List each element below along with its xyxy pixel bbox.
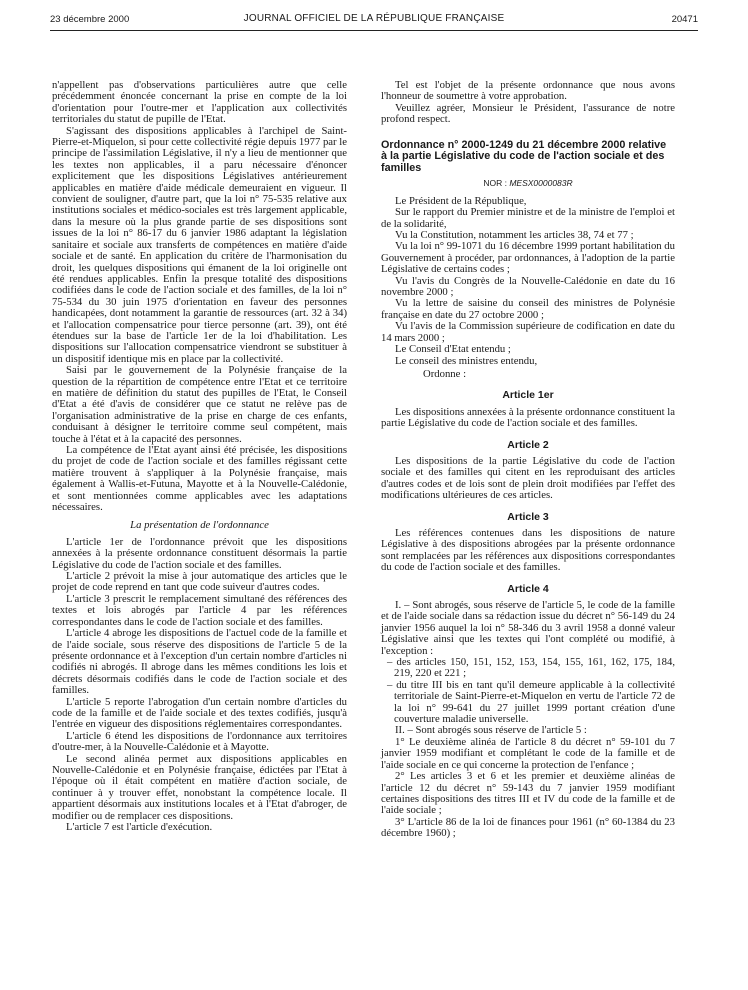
section-title: La présentation de l'ordonnance <box>130 519 269 532</box>
list-item: – du titre III bis en tant qu'il demeure applicable à la collectivité territoriale de Saint-Pierre-et-Miquelon en vertu de l'article 72 de la loi n° 99-641 du 27 juillet 1999 portant création d'une couverture maladie universelle. <box>387 678 675 726</box>
paragraph: n'appellent pas d'observations particulières autre que celle précédemment énoncée concernant la prise en compte de la loi d'orientation pour l'outre-mer et l'application aux collectivités territoriales du statut de pupille de l'Etat. <box>52 79 347 126</box>
header-page-number: 20471 <box>671 14 698 25</box>
article-text: Les dispositions de la partie Législative du code de l'action sociale et des familles qui citent en les reproduisant des articles d'autres codes et de lois sont de plein droit modifiées par l'effet des modifications ultérieures de ces articles. <box>381 454 675 502</box>
paragraph: S'agissant des dispositions applicables à l'archipel de Saint-Pierre-et-Miquelon, si pour cette collectivité régie depuis 1977 par le principe de l'assimilation Législative, il n'y a lieu de mentionner que les textes non applicables, il a paru nécessaire d'énoncer explicitement que les dispositions Législatives antérieurement applicables en matière d'aide médicale demeuraient en vigueur. Il convient de souligner, d'autre part, que la loi n° 75-535 relative aux institutions sociales et médico-sociales est très largement applicable, dans la mesure où la plus grande partie de ses dispositions sont issues de la loi n° 86-17 du 6 janvier 1986 adaptant la législation sanitaire et sociale aux transferts de compétences en matière d'aide sociale et de santé. En application du critère de l'harmonisation du droit, les quelques dispositions qui émanent de la loi originelle ont été rendues applicables. Enfin la presque totalité des dispositions codifiées dans le code de l'action sociale et des familles, de la loi n° 75-534 du 30 juin 1975 d'orientation en faveur des personnes handicapées, dont notamment la garantie de ressources (art. 32 à 34) et l'allocation compensatrice pour tierce personne (art. 39), ont été étendues sur la base de l'article 1er de la loi d'habilitation. Les dispositions sur l'allocation compensatrice viendront se substituer à un dispositif identique mis en place par la collectivité. <box>52 124 347 365</box>
article-text: 3° L'article 86 de la loi de finances pour 1961 (n° 60-1384 du 23 décembre 1960) ; <box>381 815 675 840</box>
nor-label: NOR : <box>483 178 507 189</box>
paragraph: L'article 3 prescrit le remplacement simultané des références des textes et lois abrogés par l'article 4 par les références correspondantes dans le code de l'action sociale et des familles. <box>52 592 347 628</box>
paragraph: Saisi par le gouvernement de la Polynésie française de la question de la répartition de compétence entre l'Etat et ce territoire en matière de définition du statut des pupilles de l'Etat, le Conseil d'Etat a été d'avis de considérer que ce statut ne relève pas de l'organisation administrative de la prise en charge de ces enfants, conduisant à désigner le territoire comme seul compétent, mais touche à l'état et à la capacité des personnes. <box>52 364 347 445</box>
paragraph: L'article 1er de l'ordonnance prévoit que les dispositions annexées à la présente ordonnance constituent désormais la partie Législative du code de l'action sociale et des familles. <box>52 535 347 571</box>
visa-line: Sur le rapport du Premier ministre et de la ministre de l'emploi et de la solidarité, <box>381 206 675 230</box>
paragraph: Veuillez agréer, Monsieur le Président, l'assurance de notre profond respect. <box>381 101 675 126</box>
article-heading: Article 1er <box>502 389 554 402</box>
article-text: Les références contenues dans les dispositions de nature Législative à des dispositions abrogées par la présente ordonnance sont remplacées par les références aux dispositions correspondantes du code de l'action sociale et des familles. <box>381 526 675 574</box>
paragraph: L'article 2 prévoit la mise à jour automatique des articles que le projet de code reprend en tant que code suiveur d'autres codes. <box>52 570 347 594</box>
list-item: – des articles 150, 151, 152, 153, 154, 155, 161, 162, 175, 184, 219, 220 et 221 ; <box>387 656 675 680</box>
paragraph: Le second alinéa permet aux dispositions applicables en Nouvelle-Calédonie et en Polynésie française, édictées par l'Etat à l'époque où il était compétent en matière d'action sociale, de continuer à y trouver effet, nonobstant la compétence locale. Il appartient désormais aux institutions locales et à l'Etat d'abroger, de modifier ou de remplacer ces dispositions. <box>52 752 347 822</box>
article-text: Les dispositions annexées à la présente ordonnance constituent la partie Législative du code de l'action sociale et des familles. <box>381 405 675 430</box>
paragraph: Tel est l'objet de la présente ordonnance que nous avons l'honneur de soumettre à votre approbation. <box>381 79 675 103</box>
visa-line: Vu la lettre de saisine du conseil des ministres de Polynésie française en date du 27 octobre 2000 ; <box>381 297 675 321</box>
visa-line: Le conseil des ministres entendu, <box>395 354 538 367</box>
ordinance-title: Ordonnance n° 2000-1249 du 21 décembre 2000 relative à la partie Législative du code de l'action sociale et des familles <box>381 138 667 174</box>
page-header <box>50 12 698 28</box>
article-text: 2° Les articles 3 et 6 et les premier et deuxième alinéas de l'article 12 du décret n° 59-143 du 7 janvier 1959 modifiant certaines dispositions des titres III et IV du code de la famille et de l'aide sociale ; <box>381 770 675 817</box>
header-journal-title: JOURNAL OFFICIEL DE LA RÉPUBLIQUE FRANÇAISE <box>243 13 505 24</box>
article-text: II. – Sont abrogés sous réserve de l'article 5 : <box>395 724 587 737</box>
nor-reference <box>381 178 675 189</box>
paragraph: L'article 4 abroge les dispositions de l'actuel code de la famille et de l'aide sociale, sous réserve des dispositions de l'article 5 de la présente ordonnance et à l'exception d'un certain nombre d'articles ni codifiés ni abrogés. Il abroge dans les mêmes conditions les lois et décrets désormais codifiés dans le code de l'action sociale et des familles. <box>52 627 347 697</box>
visa-line: Vu l'avis de la Commission supérieure de codification en date du 14 mars 2000 ; <box>381 320 675 344</box>
ordonne-line: Ordonne : <box>423 367 467 380</box>
nor-code: MESX0000083R <box>509 178 573 189</box>
article-text: 1° Le deuxième alinéa de l'article 8 du décret n° 59-101 du 7 janvier 1959 modifiant et complétant le code de la famille et de l'aide sociale en ce qui concerne la protection de l'enfance ; <box>381 735 675 771</box>
visa-line: Vu l'avis du Congrès de la Nouvelle-Calédonie en date du 16 novembre 2000 ; <box>381 274 675 299</box>
visa-line: Vu la Constitution, notamment les articles 38, 74 et 77 ; <box>395 229 634 242</box>
paragraph: L'article 6 étend les dispositions de l'ordonnance aux territoires d'outre-mer, à la Nouvelle-Calédonie et à Mayotte. <box>52 729 347 754</box>
visa-line: Vu la loi n° 99-1071 du 16 décembre 1999 portant habilitation du Gouvernement à procéder, par ordonnances, à l'adoption de la partie Législative de certains codes ; <box>381 240 675 276</box>
right-column <box>381 80 675 840</box>
visa-line: Le Président de la République, <box>395 194 527 207</box>
paragraph: La compétence de l'Etat ayant ainsi été précisée, les dispositions du projet de code de l'action sociale et des familles régissant cette matière trouvent à s'appliquer à la Polynésie française, mais également à Wallis-et-Futuna, Mayotte et à la Nouvelle-Calédonie, et sont mentionnées comme applicables avec les adaptations nécessaires. <box>52 444 347 514</box>
paragraph: L'article 5 reporte l'abrogation d'un certain nombre d'articles du code de la famille et de l'aide sociale et des textes codifiés, jusqu'à l'entrée en vigueur des dispositions réglementaires correspondantes. <box>52 695 347 731</box>
header-rule <box>50 30 698 31</box>
visa-line: Le Conseil d'Etat entendu ; <box>395 343 511 356</box>
paragraph: L'article 7 est l'article d'exécution. <box>66 821 213 833</box>
article-text: I. – Sont abrogés, sous réserve de l'article 5, le code de la famille et de l'aide sociale dans sa rédaction issue du décret n° 56-149 du 24 janvier 1956 auquel la loi n° 58-346 du 3 avril 1958 a donné valeur Législative ainsi que les textes qui l'ont complété ou modifié, à l'exception : <box>381 599 675 657</box>
article-heading: Article 3 <box>507 510 549 523</box>
article-heading: Article 2 <box>507 438 549 451</box>
article-heading: Article 4 <box>507 582 549 595</box>
left-column <box>52 80 347 833</box>
header-date: 23 décembre 2000 <box>50 14 130 25</box>
